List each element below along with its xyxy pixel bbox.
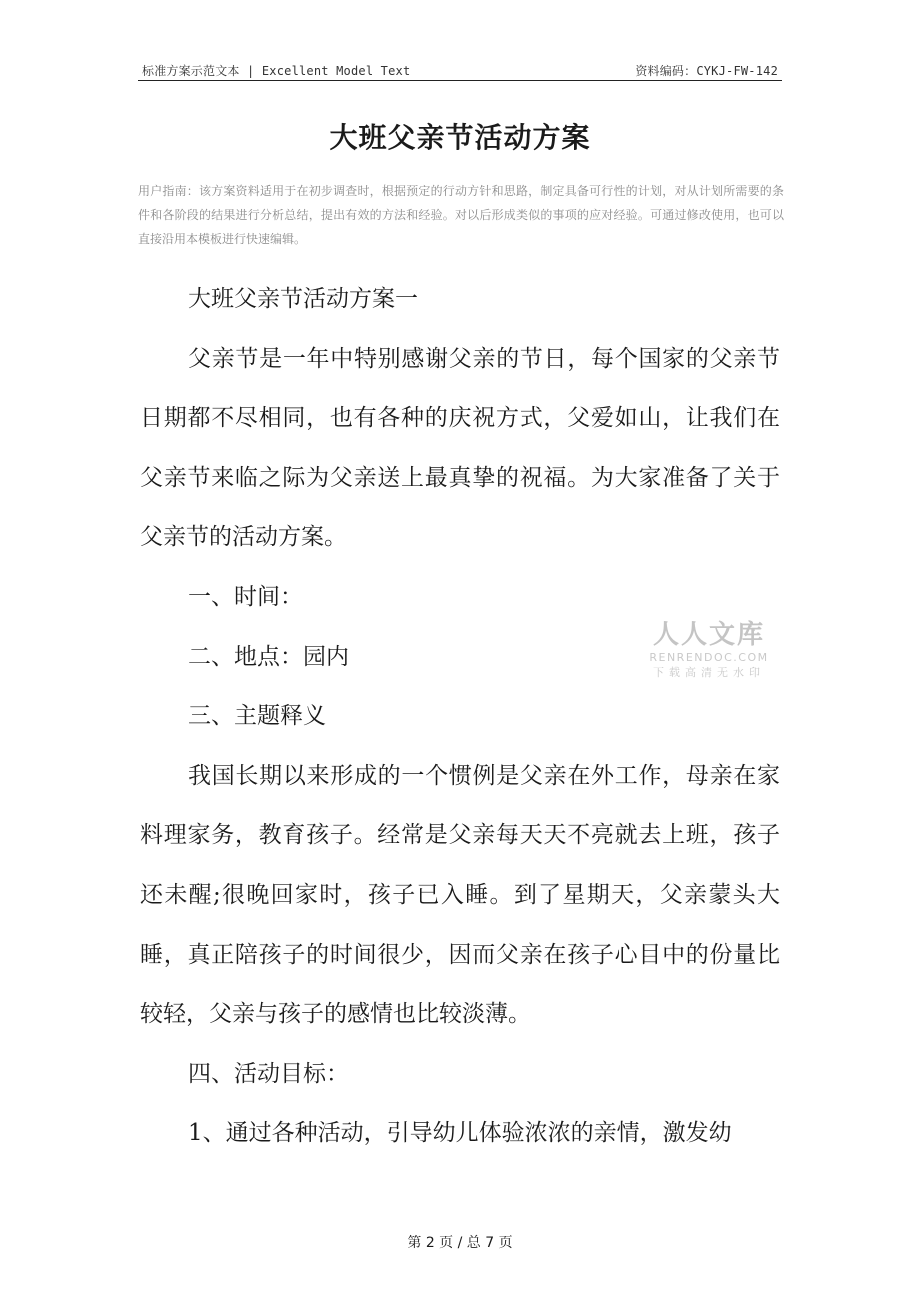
paragraph-goals-heading: 四、活动目标： — [188, 1060, 349, 1087]
paragraph-theme-heading: 三、主题释义 — [188, 703, 326, 730]
paragraph-location: 二、地点：园内 — [188, 643, 349, 670]
page-footer — [0, 1232, 920, 1252]
watermark-logo — [646, 619, 772, 681]
document-title: 大班父亲节活动方案 — [329, 121, 591, 154]
paragraph-section-heading: 大班父亲节活动方案一 — [188, 286, 418, 312]
paragraph-intro: 父亲节是一年中特别感谢父亲的节日，每个国家的父亲节日期都不尽相同，也有各种的庆祝方式，父爱如山，让我们在父亲节来临之际为父亲送上最真挚的祝福。为大家准备了关于父亲节的活动方案。 — [140, 345, 780, 551]
page-header — [138, 62, 782, 80]
watermark-tagline: 下载高清无水印 — [653, 666, 765, 679]
paragraph-time: 一、时间： — [188, 583, 303, 610]
document-body — [140, 270, 780, 1164]
document-code: 资料编码：CYKJ-FW-142 — [635, 64, 778, 78]
user-guide-note: 用户指南：该方案资料适用于在初步调查时，根据预定的行动方针和思路，制定具备可行性的计划，对从计划所需要的条件和各阶段的结果进行分析总结，提出有效的方法和经验。对以后形成类似的事项的应对经验。可通过修改使用，也可以直接沿用本模板进行快速编辑。 — [138, 184, 784, 246]
paragraph-theme-text: 我国长期以来形成的一个惯例是父亲在外工作，母亲在家料理家务，教育孩子。经常是父亲每天天不亮就去上班，孩子还未醒;很晚回家时，孩子已入睡。到了星期天，父亲蒙头大睡，真正陪孩子的时间很少，因而父亲在孩子心目中的份量比较轻，父亲与孩子的感情也比较淡薄。 — [140, 762, 780, 1028]
header-divider — [138, 80, 782, 81]
paragraph-goal-1: 1、通过各种活动，引导幼儿体验浓浓的亲情，激发幼 — [188, 1120, 732, 1147]
page-number: 第 2 页 / 总 7 页 — [407, 1235, 513, 1251]
header-left-text: 标准方案示范文本 | Excellent Model Text — [142, 64, 411, 78]
watermark-brand: 人人文库 — [652, 620, 765, 650]
watermark-domain: RENRENDOC.COM — [649, 651, 769, 664]
